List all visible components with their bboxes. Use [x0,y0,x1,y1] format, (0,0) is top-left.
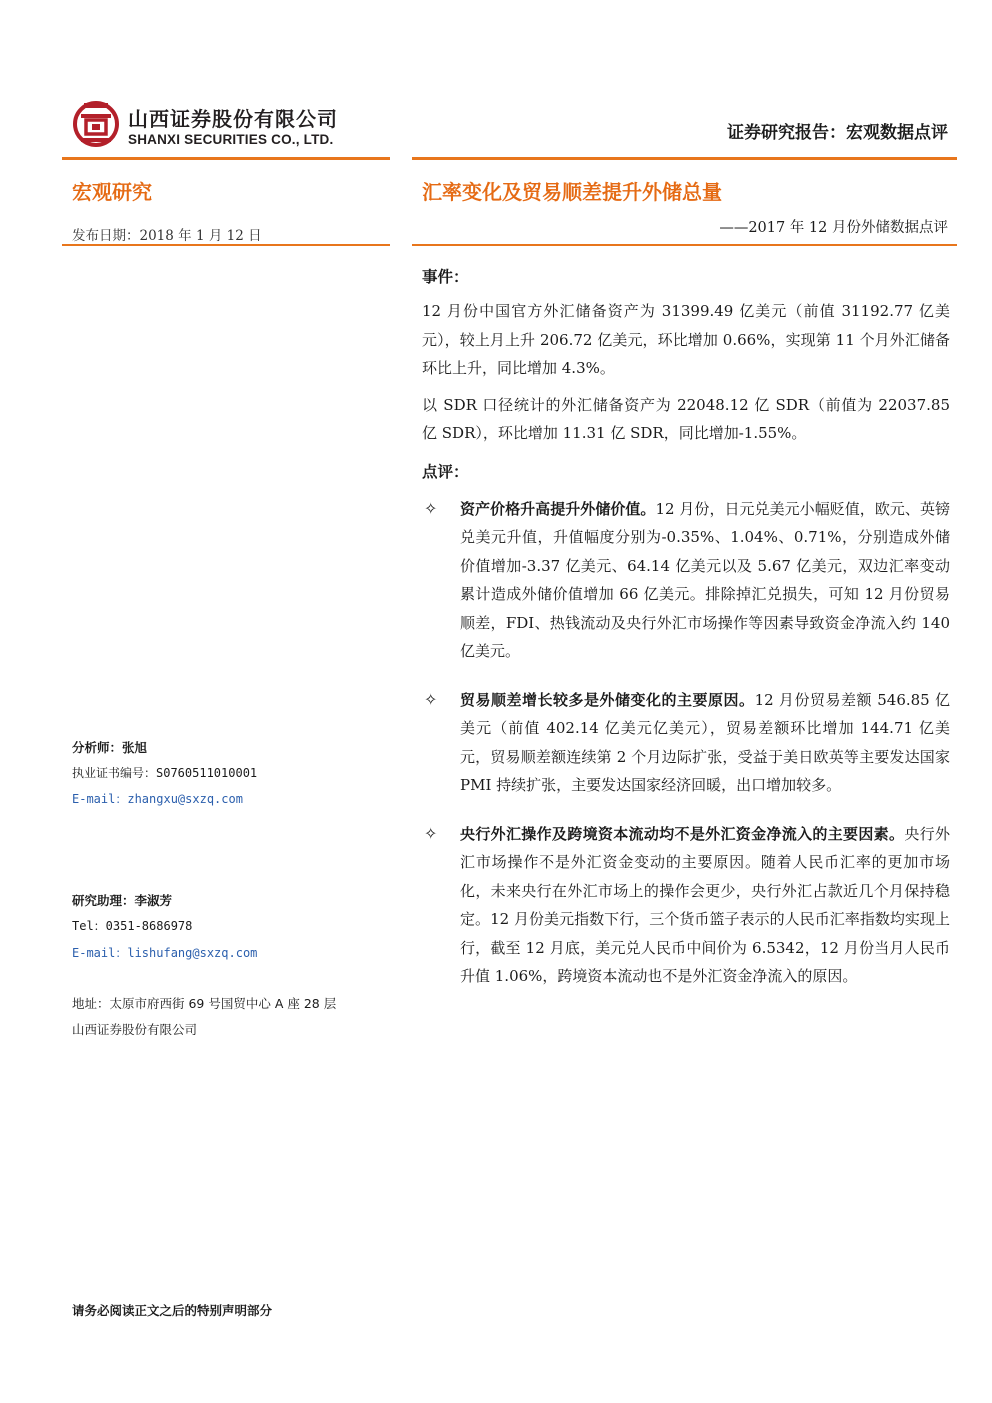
company-footer-name: 山西证券股份有限公司 [72,1022,198,1037]
diamond-bullet-icon: ✧ [424,498,438,518]
bullet-lead: 贸易顺差增长较多是外储变化的主要原因。 [460,690,755,709]
bullet-lead: 资产价格升高提升外储价值。 [460,499,656,518]
event-label: 事件： [422,268,469,286]
company-name-en: SHANXI SECURITIES CO., LTD. [128,132,334,147]
company-logo-icon [72,98,120,150]
bullet-text: 央行外汇市场操作不是外汇资金变动的主要原因。随着人民币汇率的更加市场化，未来央行在外汇市场上的操作会更少，央行外汇占款近几个月保持稳定。12 月份美元指数下行，三个货币篮子表示的人民币汇率指数均实现上行，截至 12 月底，美元兑人民币中间价为 6.5342，12 月份当月人民币升值 1.06%，跨境资本流动也不是外汇资金净流入的原因。 [460,824,950,985]
report-subtitle: ——2017 年 12 月份外储数据点评 [719,220,948,236]
analyst-name: 分析师：张旭 [72,740,148,755]
analyst-cert: 执业证书编号：S0760511010001 [72,766,258,780]
comment-label: 点评： [422,462,469,481]
company-address: 地址：太原市府西街 69 号国贸中心 A 座 28 层 [72,996,337,1011]
report-body [422,262,950,991]
bullet-text: 12 月份，日元兑美元小幅贬值，欧元、英镑兑美元升值，升值幅度分别为-0.35%、1.04%、0.71%，分别造成外储价值增加-3.37 亿美元、64.14 亿美元以及 5.67 亿美元，双边汇率变动累计造成外储价值增加 66 亿美元。排除掉汇兑损失，可知 12 月份贸易顺差，FDI、热钱流动及央行外汇市场操作等因素导致资金净流入约 140 亿美元。 [460,499,950,660]
event-paragraph-1: 12 月份中国官方外汇储备资产为 31399.49 亿美元（前值 31192.77 亿美元），较上月上升 206.72 亿美元，环比增加 0.66%，实现第 11 个月外汇储备环比上升，同比增加 4.3%。 [422,302,950,377]
event-paragraph-2: 以 SDR 口径统计的外汇储备资产为 22048.12 亿 SDR（前值为 22037.85 亿 SDR），环比增加 11.31 亿 SDR，同比增加-1.55%。 [422,395,950,442]
assistant-email[interactable]: E-mail：lishufang@sxzq.com [72,946,258,960]
bullet-item [422,686,950,800]
analyst-email[interactable]: E-mail：zhangxu@sxzq.com [72,792,243,806]
bullet-item [422,820,950,991]
company-name-cn: 山西证券股份有限公司 [128,107,338,131]
title-rule-left [62,244,390,246]
assistant-name: 研究助理：李淑芳 [72,893,173,908]
header-rule-right [412,157,957,160]
header-rule-left [62,157,390,160]
assistant-tel: Tel：0351-8686978 [72,919,193,933]
bullet-item [422,495,950,666]
report-type: 证券研究报告：宏观数据点评 [727,123,948,143]
bullet-lead: 央行外汇操作及跨境资本流动均不是外汇资金净流入的主要因素。 [460,824,905,843]
diamond-bullet-icon: ✧ [424,823,438,843]
title-rule-right [412,244,957,246]
publish-date: 发布日期：2018 年 1 月 12 日 [72,228,262,244]
disclaimer-notice: 请务必阅读正文之后的特别声明部分 [72,1303,273,1318]
report-headline: 汇率变化及贸易顺差提升外储总量 [422,180,722,204]
bullet-text: 12 月份贸易差额 546.85 亿美元（前值 402.14 亿美元亿美元），贸易差额环比增加 144.71 亿美元，贸易顺差额连续第 2 个月边际扩张，受益于美日欧英等主要发达国家 PMI 持续扩张，主要发达国家经济回暖，出口增加较多。 [460,690,950,794]
diamond-bullet-icon: ✧ [424,689,438,709]
section-title: 宏观研究 [72,180,152,204]
